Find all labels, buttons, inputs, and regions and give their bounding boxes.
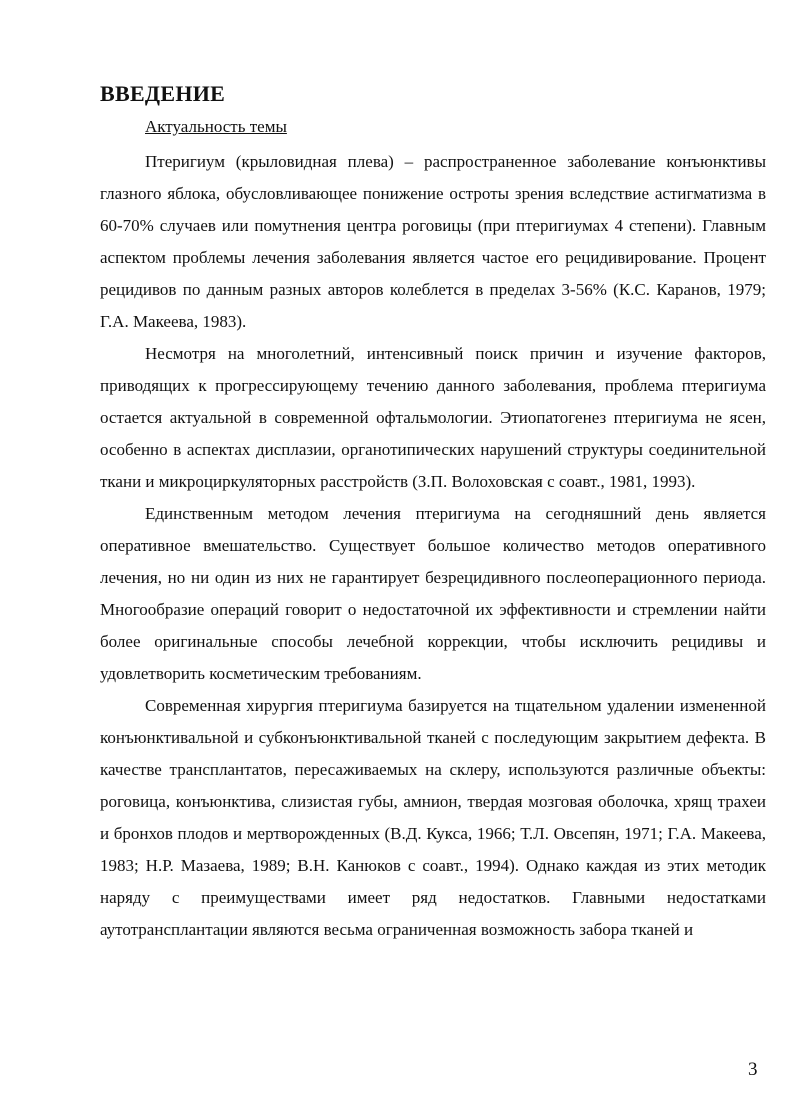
paragraph: Единственным методом лечения птеригиума на сегодняшний день является оперативное вмешательство. Существует большое количество методов оперативного лечения, но ни один из них не гарантирует безрецидивного послеоперационного периода. Многообразие операций говорит о недостаточной их эффективности и стремлении найти более оригинальные способы лечебной коррекции, чтобы исключить рецидивы и удовлетворить косметическим требованиям. bbox=[100, 504, 766, 683]
document-page bbox=[100, 78, 766, 946]
page-number: 3 bbox=[748, 1059, 758, 1080]
subsection-heading: Актуальность темы bbox=[145, 117, 287, 136]
paragraph: Птеригиум (крыловидная плева) – распространенное заболевание конъюнктивы глазного яблока, обусловливающее понижение остроты зрения вследствие астигматизма в 60-70% случаев или помутнения центра роговицы (при птеригиумах 4 степени). Главным аспектом проблемы лечения заболевания является частое его рецидивирование. Процент рецидивов по данным разных авторов колеблется в пределах 3-56% (К.С. Каранов, 1979; Г.А. Макеева, 1983). bbox=[100, 152, 766, 331]
paragraph: Несмотря на многолетний, интенсивный поиск причин и изучение факторов, приводящих к прогрессирующему течению данного заболевания, проблема птеригиума остается актуальной в современной офтальмологии. Этиопатогенез птеригиума не ясен, особенно в аспектах дисплазии, органотипических нарушений структуры соединительной ткани и микроциркуляторных расстройств (З.П. Волоховская с соавт., 1981, 1993). bbox=[100, 344, 766, 491]
section-heading: ВВЕДЕНИЕ bbox=[100, 81, 226, 106]
paragraph: Современная хирургия птеригиума базируется на тщательном удалении измененной конъюнктивальной и субконъюнктивальной тканей с последующим закрытием дефекта. В качестве трансплантатов, пересаживаемых на склеру, используются различные объекты: роговица, конъюнктива, слизистая губы, амнион, твердая мозговая оболочка, хрящ трахеи и бронхов плодов и мертворожденных (В.Д. Кукса, 1966; Т.Л. Овсепян, 1971; Г.А. Макеева, 1983; Н.Р. Мазаева, 1989; В.Н. Канюков с соавт., 1994). Однако каждая из этих методик наряду с преимуществами имеет ряд недостатков. Главными недостатками аутотрансплантации являются весьма ограниченная возможность забора тканей и bbox=[100, 696, 766, 939]
